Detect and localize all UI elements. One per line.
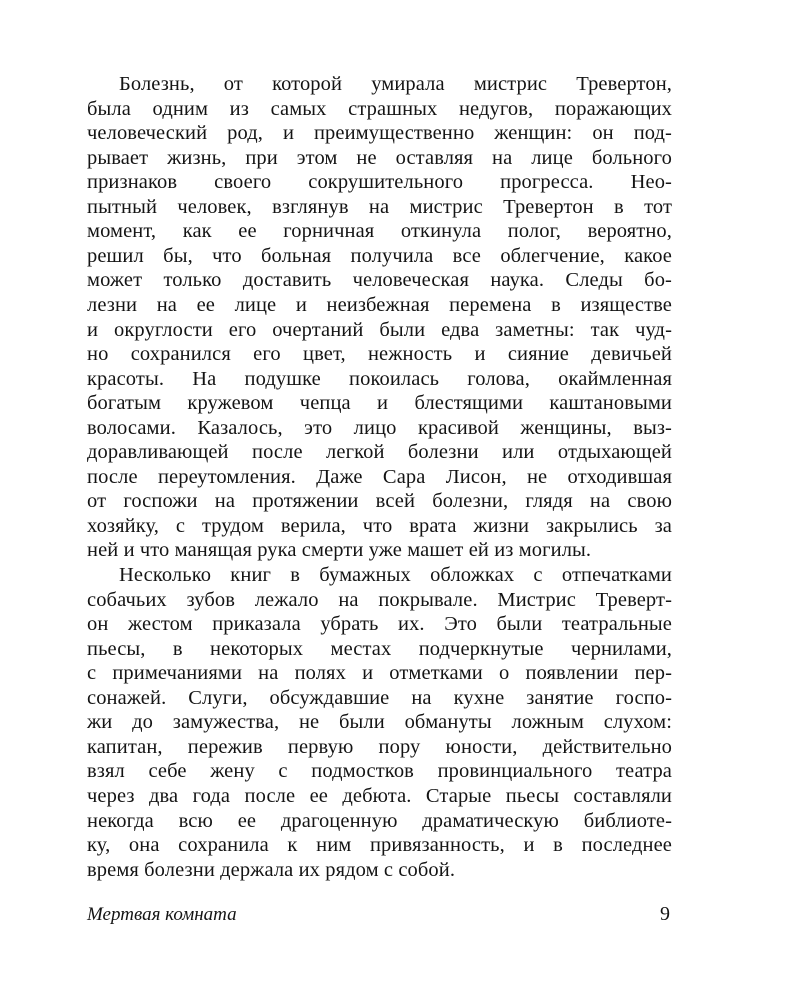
text-line: волосами. Казалось, это лицо красивой женщины, выз- (87, 416, 672, 439)
running-footer-title: Мертвая комната (87, 904, 237, 925)
text-line: человеческий род, и преимущественно женщин: он под- (87, 122, 672, 145)
text-line: решил бы, что больная получила все облегчение, какое (87, 244, 672, 267)
text-line: собачьих зубов лежало на покрывале. Мистрис Треверт- (87, 588, 672, 611)
page-number: 9 (660, 903, 670, 925)
text-line: некогда всю ее драгоценную драматическую библиоте- (87, 809, 672, 832)
text-line: капитан, пережив первую пору юности, действительно (87, 735, 672, 758)
text-line: признаков своего сокрушительного прогресса. Нео- (87, 171, 672, 194)
text-line: момент, как ее горничная откинула полог, вероятно, (87, 220, 672, 243)
text-line: после переутомления. Даже Сара Лисон, не отходившая (87, 465, 672, 488)
text-line: Несколько книг в бумажных обложках с отпечатками (119, 564, 672, 586)
text-line: но сохранился его цвет, нежность и сияние девичьей (87, 343, 672, 366)
text-line: ней и что манящая рука смерти уже машет ей из могилы. (87, 539, 592, 562)
text-line: хозяйку, с трудом верила, что врата жизни закрылись за (87, 514, 672, 537)
text-line: и округлости его очертаний были едва заметны: так чуд- (87, 318, 672, 341)
text-line: пьесы, в некоторых местах подчеркнутые чернилами, (87, 637, 672, 660)
text-line: с примечаниями на полях и отметками о появлении пер- (87, 662, 672, 685)
text-line: может только доставить человеческая наука. Следы бо- (87, 269, 672, 292)
text-line: от госпожи на протяжении всей болезни, глядя на свою (87, 490, 672, 513)
text-line: доравливающей после легкой болезни или отдыхающей (87, 441, 672, 464)
text-line: красоты. На подушке покоилась голова, окаймленная (87, 367, 672, 390)
text-line: Болезнь, от которой умирала мистрис Тревертон, (119, 73, 672, 95)
text-line: взял себе жену с подмостков провинциального театра (87, 760, 672, 783)
text-line: богатым кружевом чепца и блестящими каштановыми (87, 392, 672, 415)
text-line: рывает жизнь, при этом не оставляя на лице больного (87, 146, 672, 169)
text-line: пытный человек, взглянув на мистрис Тревертон в тот (87, 195, 672, 218)
text-line: жи до замужества, не были обмануты ложным слухом: (87, 711, 672, 734)
text-line: ку, она сохранила к ним привязанность, и в последнее (87, 834, 672, 857)
text-line: через два года после ее дебюта. Старые пьесы составляли (87, 784, 672, 807)
text-line: лезни на ее лице и неизбежная перемена в изяществе (87, 293, 672, 316)
text-line: была одним из самых страшных недугов, поражающих (87, 97, 672, 120)
text-line: время болезни держала их рядом с собой. (87, 858, 456, 881)
text-line: он жестом приказала убрать их. Это были театральные (87, 613, 672, 636)
text-line: сонажей. Слуги, обсуждавшие на кухне занятие госпо- (87, 686, 672, 709)
